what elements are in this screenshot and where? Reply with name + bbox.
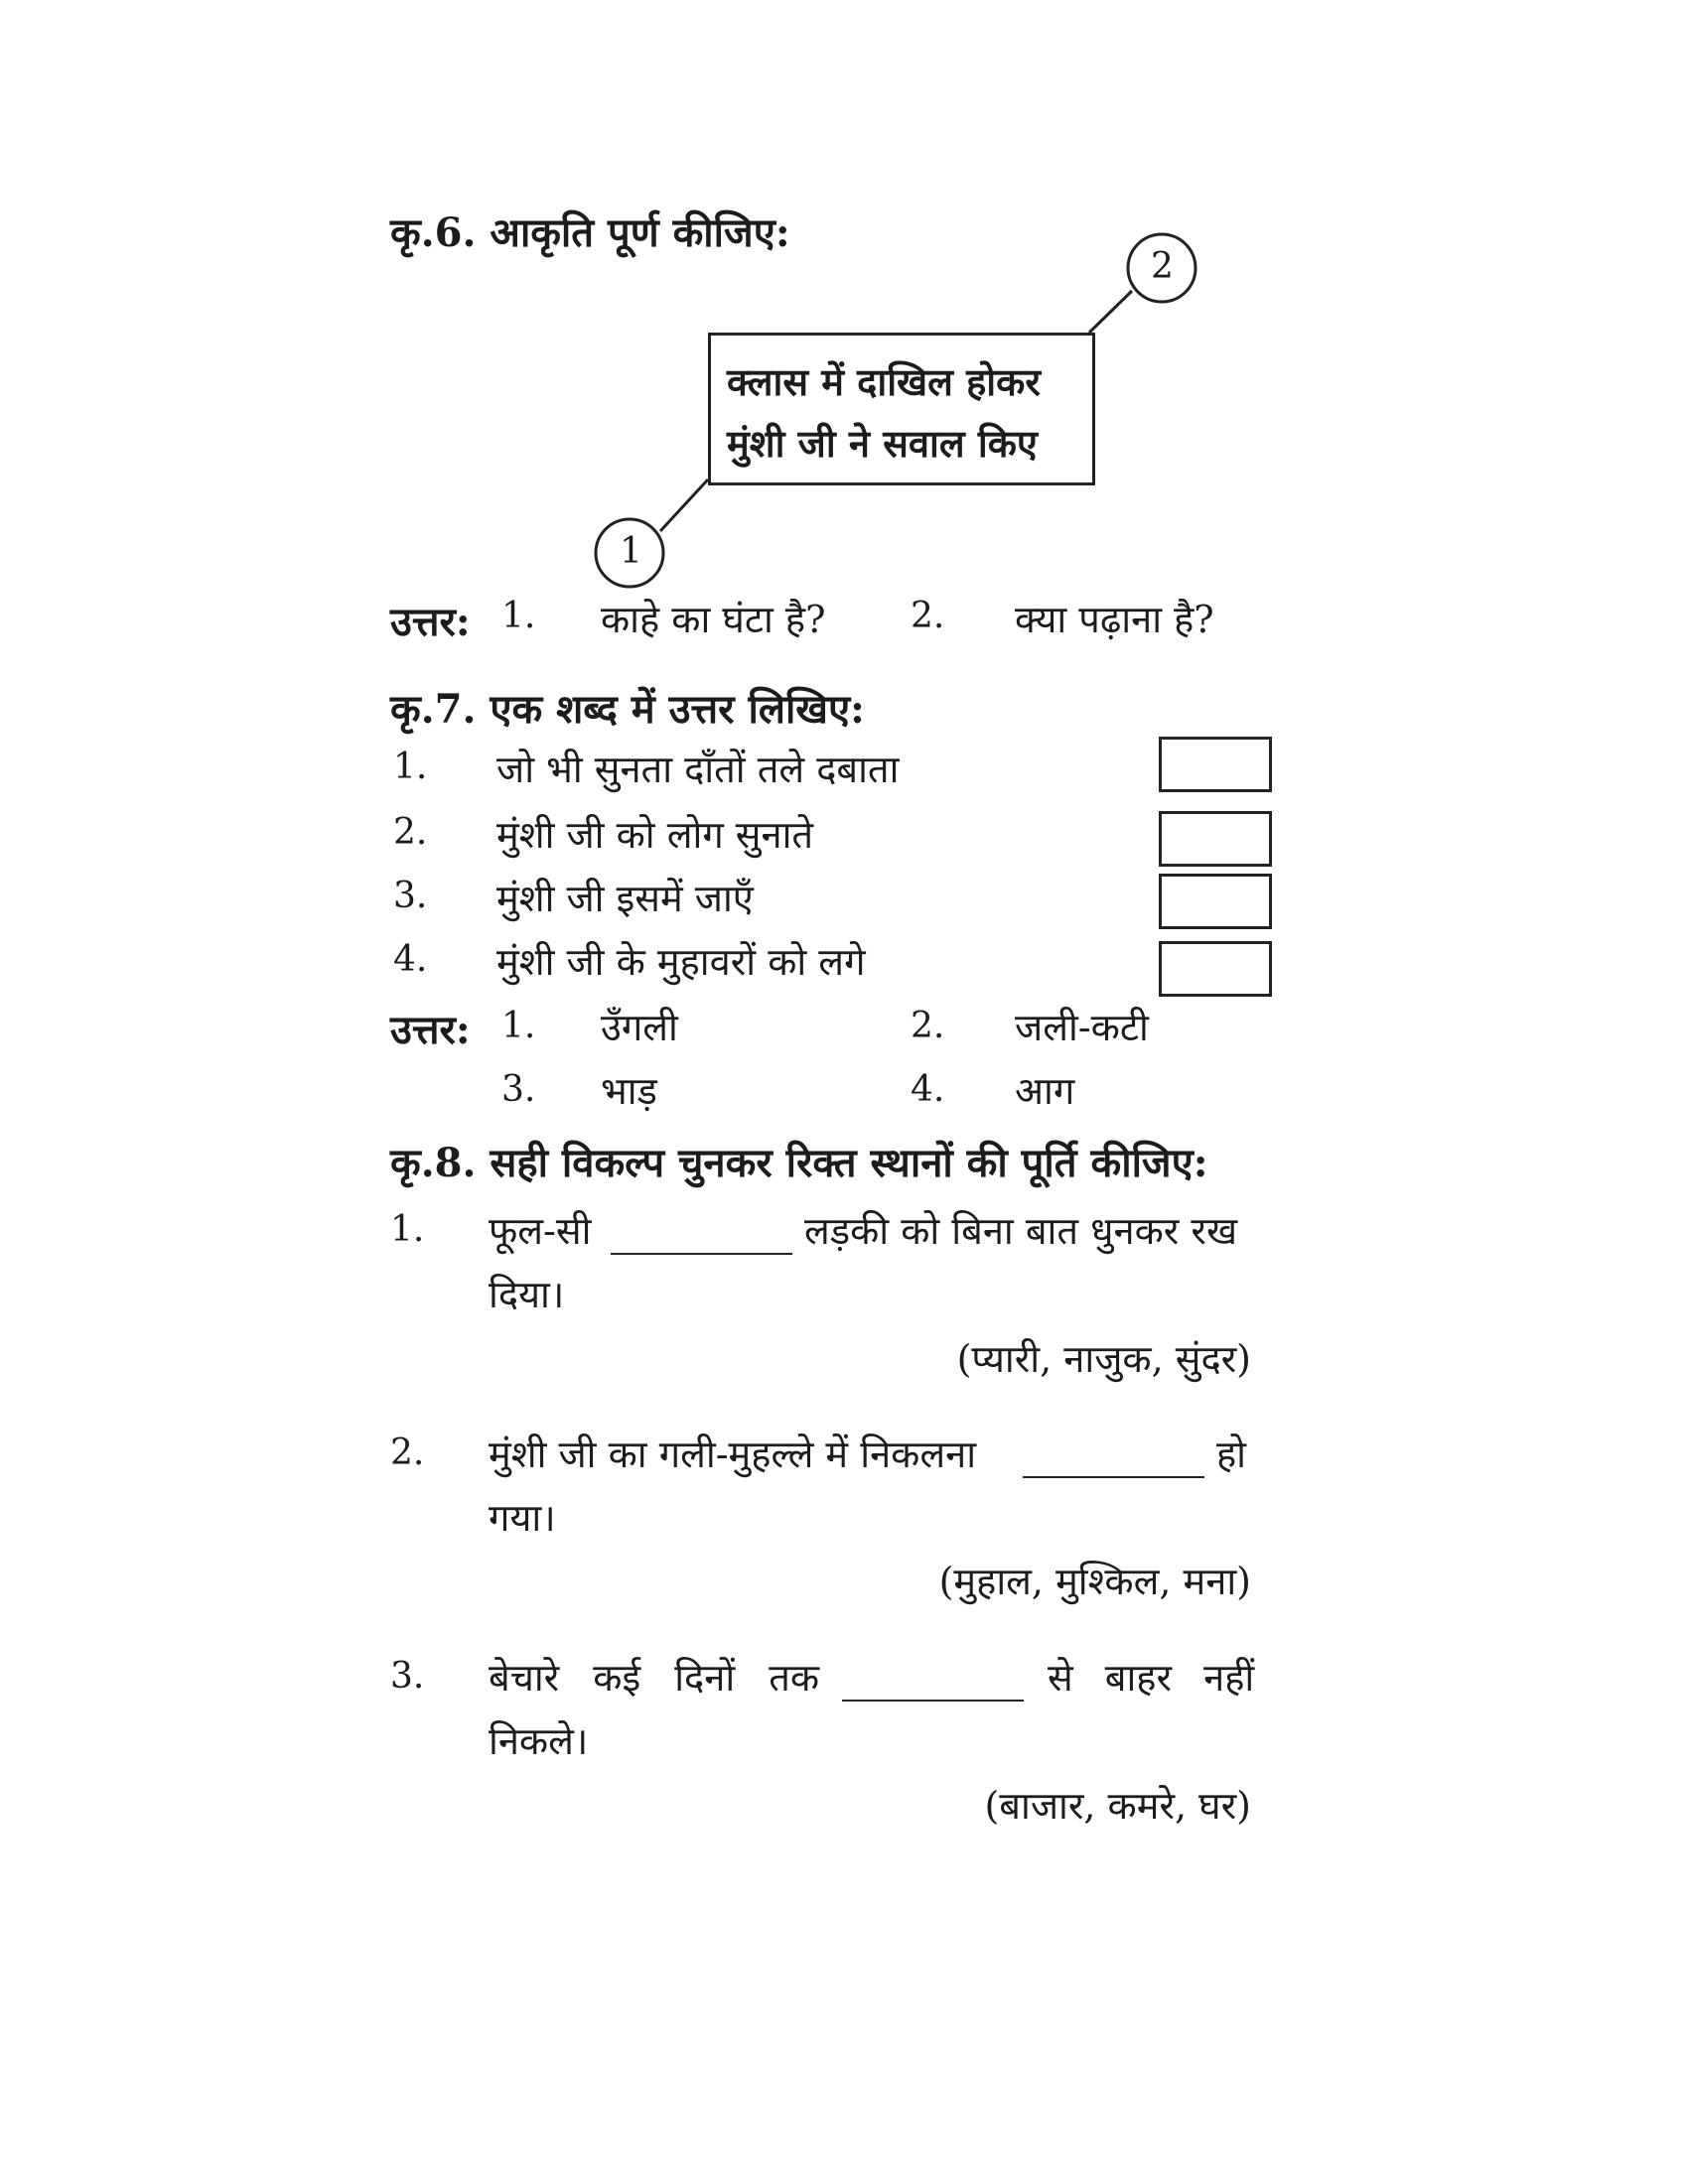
bubble-1-label: 1 xyxy=(620,531,642,572)
q6-answer-1-text: काहे का घंटा है? xyxy=(601,598,826,641)
q7-answer-box-3[interactable] xyxy=(1159,874,1272,929)
q7-answer-label: उत्तर: xyxy=(390,1007,471,1053)
q7-answer-3-num: 3. xyxy=(501,1069,536,1110)
q8-item-1-after: लड़की को बिना बात धुनकर रख xyxy=(804,1209,1238,1253)
q8-item-2-line2: गया। xyxy=(489,1496,556,1540)
q8-item-3-num: 3. xyxy=(390,1656,425,1697)
q6-answer-label: उत्तर: xyxy=(390,599,471,645)
q7-answer-box-1[interactable] xyxy=(1159,737,1272,792)
q8-item-2-num: 2. xyxy=(390,1433,425,1473)
q7-answer-box-2[interactable] xyxy=(1159,811,1272,867)
q6-answer-2-num: 2. xyxy=(911,596,945,636)
q7-answer-2-num: 2. xyxy=(911,1006,945,1046)
q6-heading: कृ.6. आकृति पूर्ण कीजिए: xyxy=(390,209,790,256)
q7-item-4-text: मुंशी जी के मुहावरों को लगे xyxy=(496,940,866,984)
q7-answer-2-text: जली-कटी xyxy=(1015,1006,1149,1049)
q7-answer-1-text: उँगली xyxy=(601,1006,678,1049)
q7-item-3-text: मुंशी जी इसमें जाएँ xyxy=(496,877,754,920)
q8-item-1-blank[interactable] xyxy=(611,1253,792,1255)
q6-center-box xyxy=(708,333,1095,485)
q6-answer-1-num: 1. xyxy=(501,596,536,636)
q7-answer-4-num: 4. xyxy=(911,1069,945,1110)
q7-item-3-num: 3. xyxy=(393,876,428,916)
bubble-2-label: 2 xyxy=(1151,246,1174,287)
q7-answer-1-num: 1. xyxy=(501,1006,536,1046)
q8-item-2-after: हो xyxy=(1216,1433,1247,1476)
q8-item-3-line2: निकले। xyxy=(489,1719,589,1763)
q7-answer-3-text: भाड़ xyxy=(601,1069,657,1113)
q7-item-1-text: जो भी सुनता दाँतों तले दबाता xyxy=(496,748,900,791)
q6-box-line1: क्लास में दाखिल होकर xyxy=(727,359,1041,404)
q8-item-1-before: फूल-सी xyxy=(489,1209,592,1253)
q8-item-1-options: (प्यारी, नाजुक, सुंदर) xyxy=(956,1337,1251,1381)
q7-answer-box-4[interactable] xyxy=(1159,941,1272,997)
q8-item-3-blank[interactable] xyxy=(842,1700,1024,1702)
q7-item-2-num: 2. xyxy=(393,812,428,853)
q7-item-4-num: 4. xyxy=(393,939,428,980)
q7-heading: कृ.7. एक शब्द में उत्तर लिखिए: xyxy=(390,686,865,733)
q8-item-3-before: बेचारे कई दिनों तक xyxy=(489,1656,820,1700)
q8-item-2-options: (मुहाल, मुश्किल, मना) xyxy=(938,1560,1251,1603)
q7-item-1-num: 1. xyxy=(393,747,428,787)
q8-item-1-line2: दिया। xyxy=(489,1273,565,1316)
q8-item-2-before: मुंशी जी का गली-मुहल्ले में निकलना xyxy=(489,1433,977,1476)
q8-heading: कृ.8. सही विकल्प चुनकर रिक्त स्थानों की पूर्ति कीजिए: xyxy=(390,1140,1208,1186)
q8-item-1-num: 1. xyxy=(390,1209,425,1250)
q8-item-2-blank[interactable] xyxy=(1023,1476,1204,1478)
q7-answer-4-text: आग xyxy=(1015,1069,1075,1113)
q8-item-3-after: से बाहर नहीं xyxy=(1048,1656,1255,1700)
q6-answer-2-text: क्या पढ़ाना है? xyxy=(1015,598,1214,641)
q7-item-2-text: मुंशी जी को लोग सुनाते xyxy=(496,813,814,857)
q6-box-line2: मुंशी जी ने सवाल किए xyxy=(727,421,1038,466)
q8-item-3-options: (बाजार, कमरे, घर) xyxy=(984,1784,1251,1828)
